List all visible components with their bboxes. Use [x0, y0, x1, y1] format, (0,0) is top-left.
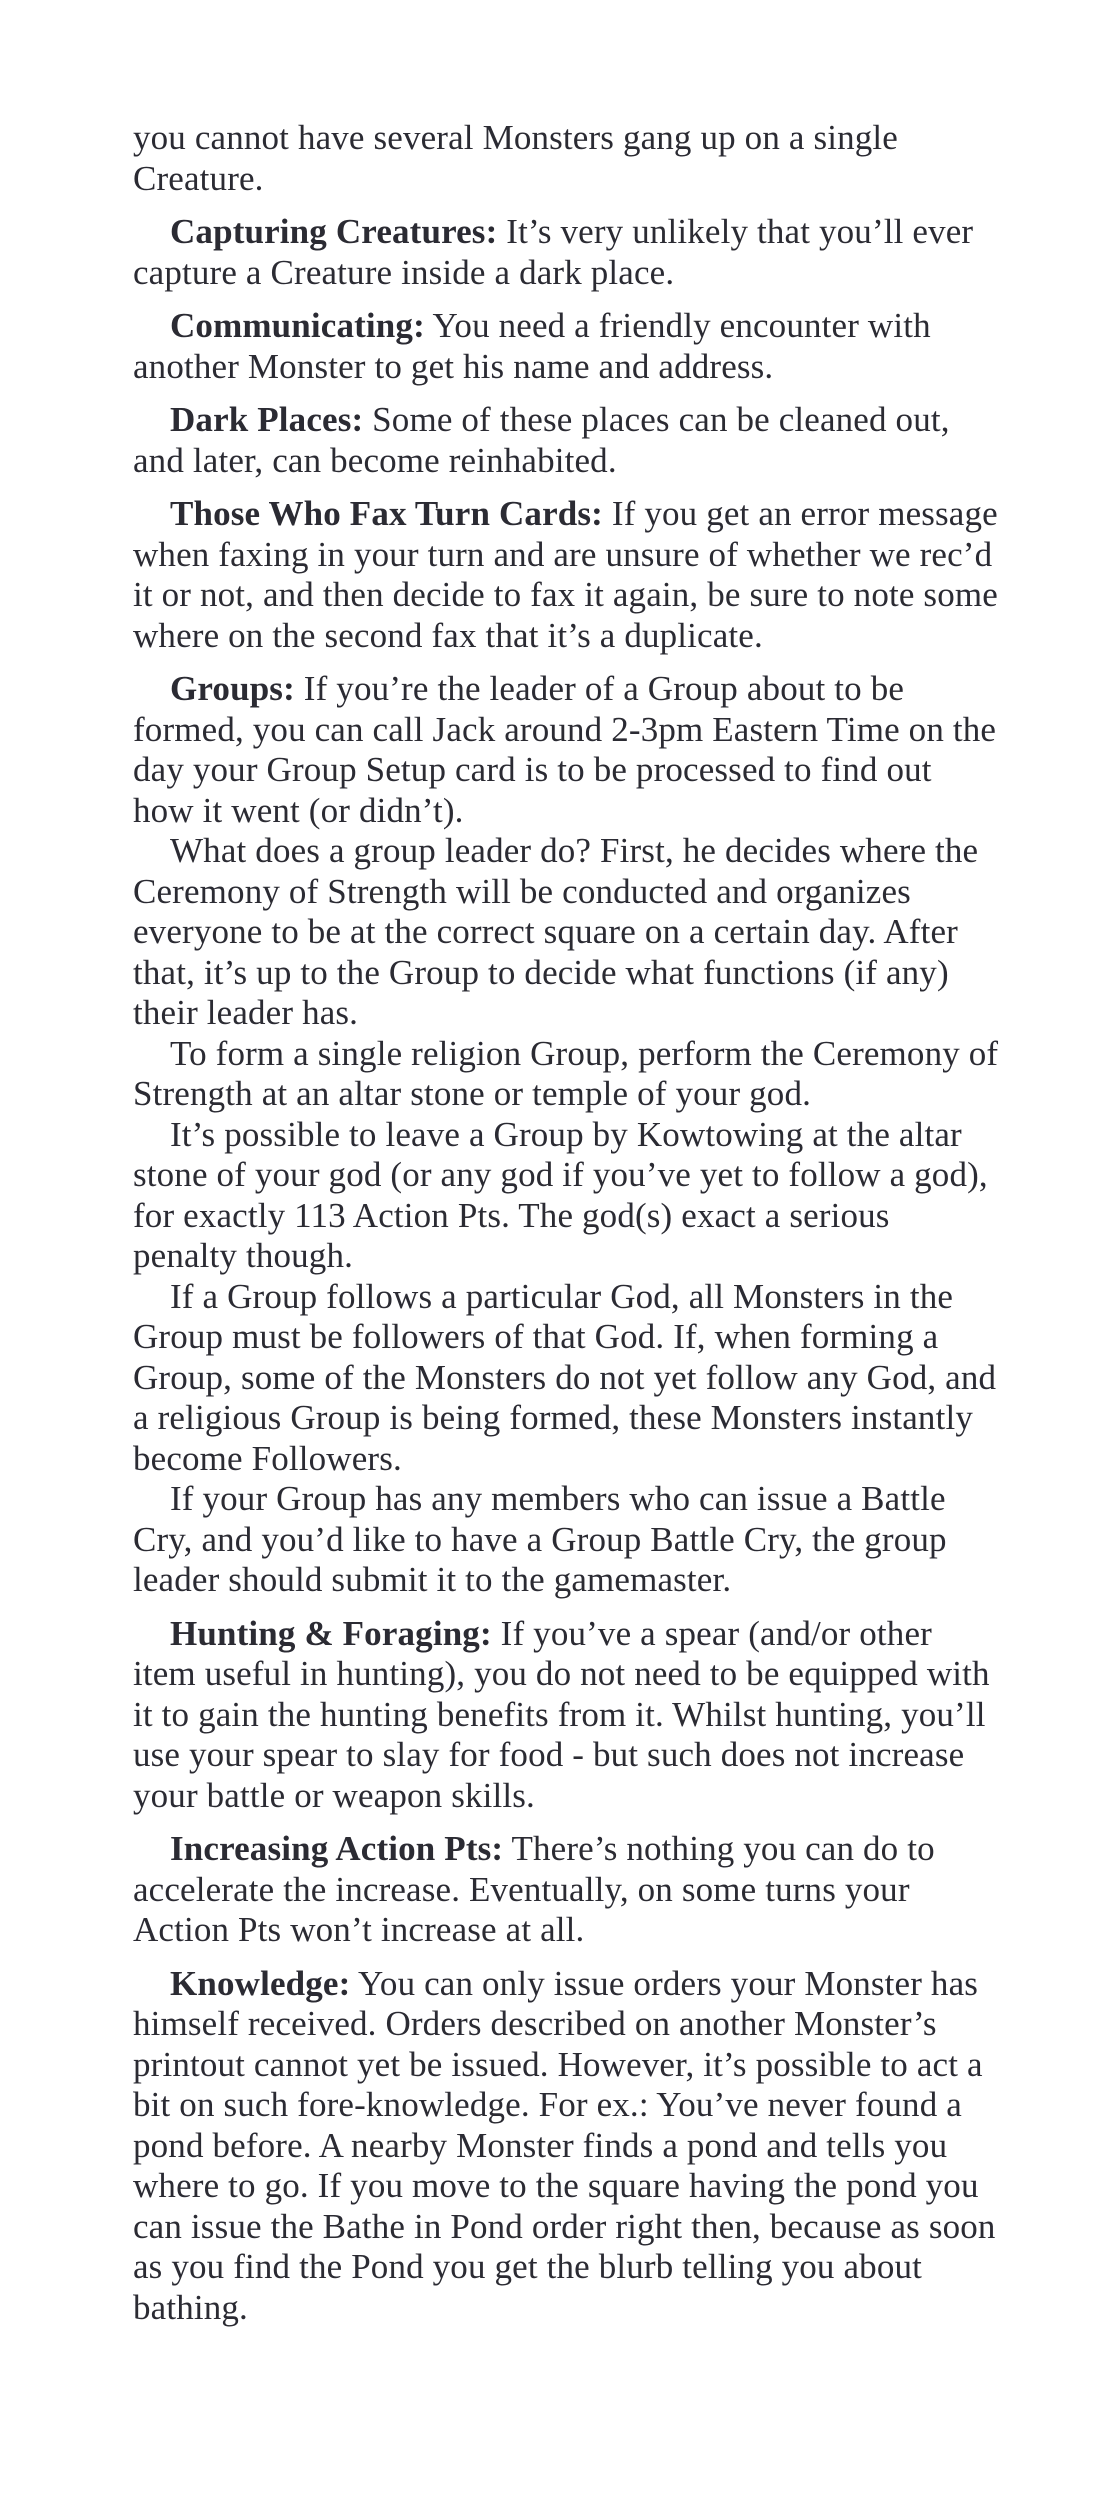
- section-term: Dark Places:: [170, 400, 364, 439]
- paragraph-communicating: [133, 306, 1001, 387]
- paragraph-text: If a Group follows a particular God, all Monsters in the Group must be followers of that God. If, when forming a Group, some of the Monsters do not yet follow any God, and a religious Group is being formed, these Monsters instantly become Followers.: [133, 1276, 997, 1478]
- paragraph-text: If you’ve a spear (and/or other item useful in hunting), you do not need to be equipped with it to gain the hunting benefits from it. Whilst hunting, you’ll use your spear to slay for food - but such does not increase your battle or weapon skills.: [133, 1613, 990, 1815]
- paragraph-religion-group: [133, 1034, 1001, 1115]
- paragraph-text: It’s possible to leave a Group by Kowtowing at the altar stone of your god (or any god if you’ve yet to follow a god), for exactly 113 Action Pts. The god(s) exact a serious penalty though.: [133, 1114, 988, 1275]
- section-term: Hunting & Foraging:: [170, 1613, 492, 1653]
- paragraph-group-leader: [133, 831, 1001, 1034]
- paragraph-battle-cry: [133, 1479, 1001, 1601]
- section-term: Communicating:: [170, 306, 425, 345]
- paragraph-text: Some of these places can be cleaned out, and later, can become reinhabited.: [133, 400, 950, 480]
- paragraph-text: What does a group leader do? First, he decides where the Ceremony of Strength will be conducted and organizes everyone to be at the correct square on a certain day. After that, it’s up to the Group to decide what functions (if any) their leader has.: [133, 831, 979, 1032]
- paragraph-text: If you’re the leader of a Group about to be formed, you can call Jack around 2-3pm Eastern Time on the day your Group Setup card is to be processed to find out how it went (or didn’t).: [133, 669, 997, 830]
- paragraph-text: You need a friendly encounter with another Monster to get his name and address.: [133, 306, 931, 386]
- paragraph-text: If you get an error message when faxing in your turn and are unsure of whether we rec’d it or not, and then decide to fax it again, be sure to note some where on the second fax that it’s a duplicate.: [133, 494, 998, 655]
- section-term: Groups:: [170, 669, 295, 708]
- paragraph-groups: [133, 669, 1001, 831]
- paragraph-text: you cannot have several Monsters gang up on a single Creature.: [133, 118, 898, 198]
- paragraph-text: There’s nothing you can do to accelerate the increase. Eventually, on some turns your Action Pts won’t increase at all.: [133, 1829, 935, 1949]
- paragraph-text: If your Group has any members who can issue a Battle Cry, and you’d like to have a Group Battle Cry, the group leader should submit it to the gamemaster.: [133, 1479, 947, 1599]
- paragraph-increasing-action-pts: [133, 1829, 1001, 1951]
- paragraph-text: You can only issue orders your Monster has himself received. Orders described on another Monster’s printout cannot yet be issued. However, it’s possible to act a bit on such fore-knowledge. For ex.: You’ve never found a pond before. A nearby Monster finds a pond and tells you where to go. If you move to the square having the pond you can issue the Bathe in Pond order right then, because as soon as you find the Pond you get the blurb telling you about bathing.: [133, 1963, 996, 2327]
- paragraph-fax-turn-cards: [133, 494, 1001, 656]
- paragraph-continuation: [133, 118, 1001, 199]
- section-term: Knowledge:: [170, 1963, 351, 2003]
- paragraph-dark-places: [133, 400, 1001, 481]
- paragraph-leave-group: [133, 1115, 1001, 1277]
- paragraph-capturing-creatures: [133, 212, 1001, 293]
- paragraph-hunting-foraging: [133, 1614, 1001, 1817]
- paragraph-group-god: [133, 1277, 1001, 1480]
- paragraph-knowledge: [133, 1964, 1001, 2329]
- document-page: [133, 118, 1001, 2328]
- paragraph-text: It’s very unlikely that you’ll ever capture a Creature inside a dark place.: [133, 212, 974, 292]
- section-term: Increasing Action Pts:: [170, 1829, 504, 1868]
- paragraph-text: To form a single religion Group, perform the Ceremony of Strength at an altar stone or temple of your god.: [133, 1033, 999, 1113]
- section-term: Capturing Creatures:: [170, 212, 498, 251]
- section-term: Those Who Fax Turn Cards:: [170, 494, 603, 533]
